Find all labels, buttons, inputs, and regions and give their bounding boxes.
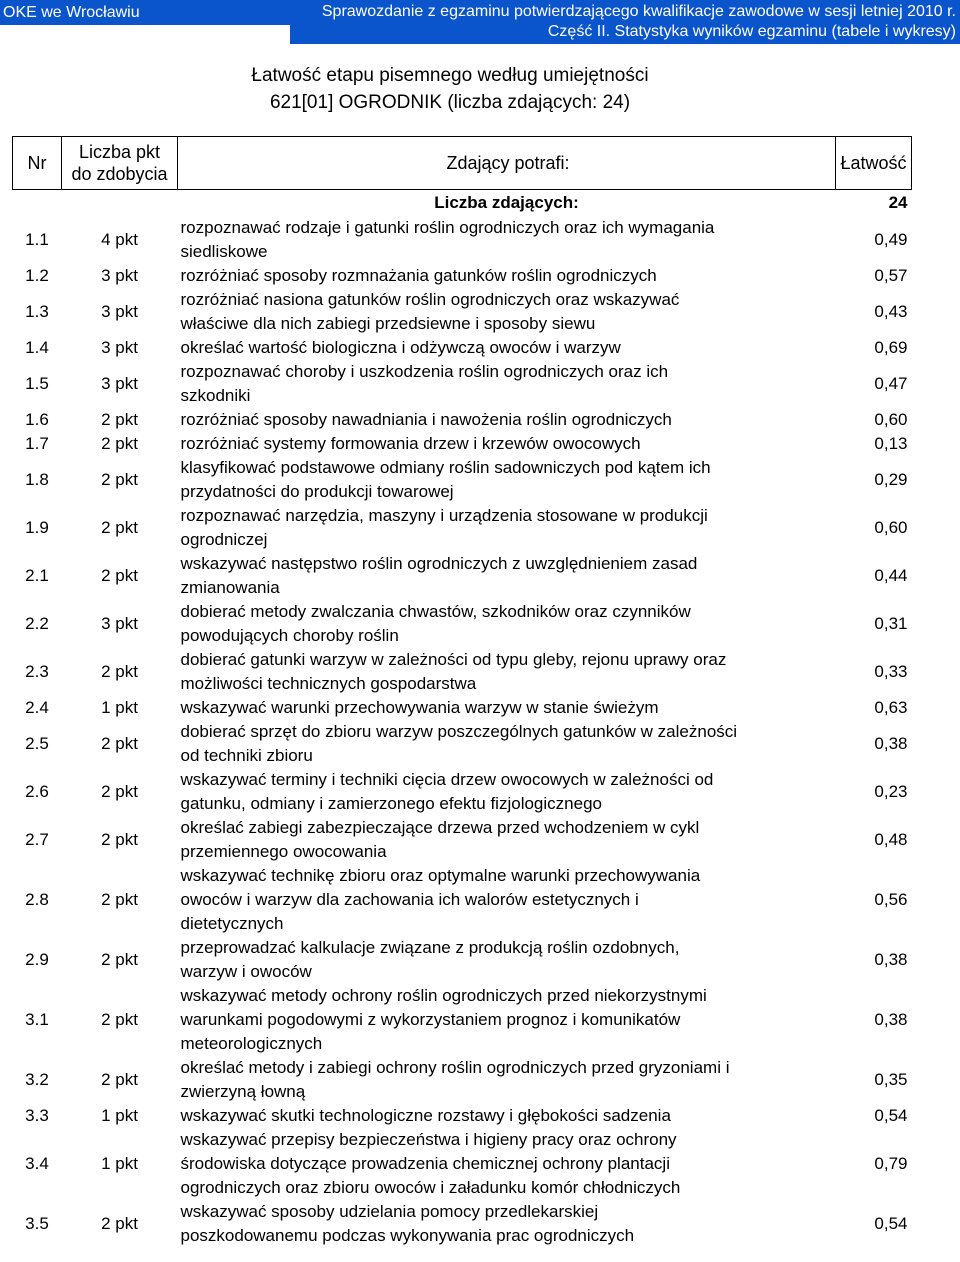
row-skill: [178, 648, 836, 696]
row-skill-line: określać metody i zabiegi ochrony roślin ogrodniczych przed gryzoniami i: [180, 1058, 730, 1077]
row-points: 3 pkt: [101, 302, 138, 321]
row-points: 2 pkt: [101, 1070, 138, 1089]
row-skill-line: przeprowadzać kalkulacje związane z produkcją roślin ozdobnych,: [180, 938, 680, 957]
row-number: 2.5: [25, 734, 49, 753]
row-skill: [178, 504, 836, 552]
row-points: 2 pkt: [101, 830, 138, 849]
row-skill-line: wskazywać skutki technologiczne rozstawy i głębokości sadzenia: [180, 1106, 671, 1125]
row-skill-line: poszkodowanemu podczas wykonywania prac ogrodniczych: [180, 1226, 635, 1245]
table-row: [13, 768, 912, 816]
candidate-count-label: Liczba zdających:: [434, 193, 579, 212]
candidate-count-row: [13, 190, 912, 217]
row-points: 1 pkt: [101, 698, 138, 717]
row-points: 1 pkt: [101, 1106, 138, 1125]
header-report-line2: Część II. Statystyka wyników egzaminu (tabele i wykresy): [547, 23, 956, 40]
row-skill: [178, 456, 836, 504]
table-row: [13, 264, 912, 288]
skills-table: [12, 136, 912, 1248]
row-number: 2.4: [25, 698, 49, 717]
table-row: [13, 648, 912, 696]
table-row: [13, 864, 912, 936]
row-skill-line: gatunku, odmiany i zamierzonego efektu fizjologicznego: [180, 794, 602, 813]
row-skill-line: wskazywać przepisy bezpieczeństwa i higieny pracy oraz ochrony: [180, 1130, 677, 1149]
table-row: [13, 216, 912, 264]
header-report-line1: Sprawozdanie z egzaminu potwierdzającego kwalifikacje zawodowe w sesji letniej 2010 r.: [321, 3, 956, 20]
table-row: [13, 720, 912, 768]
row-number: 2.2: [25, 614, 49, 633]
row-skill-line: od techniki zbioru: [180, 746, 313, 765]
column-header-points-line1: Liczba pkt: [78, 142, 161, 162]
row-skill-line: powodujących choroby roślin: [180, 626, 399, 645]
row-skill-line: rozpoznawać rodzaje i gatunki roślin ogrodniczych oraz ich wymagania: [180, 218, 715, 237]
row-skill-line: możliwości technicznych gospodarstwa: [180, 674, 477, 693]
row-number: 3.5: [25, 1214, 49, 1233]
row-skill-line: dietetycznych: [180, 914, 284, 933]
row-skill: [178, 1200, 836, 1248]
column-header-ease: Łatwość: [836, 137, 912, 190]
row-skill: [178, 1056, 836, 1104]
row-ease-value: 0,33: [874, 662, 908, 681]
row-skill: [178, 216, 836, 264]
row-skill-line: warzyw i owoców: [180, 962, 312, 981]
column-header-nr: Nr: [13, 137, 62, 190]
row-skill: [178, 984, 836, 1056]
row-ease-value: 0,31: [874, 614, 908, 633]
row-number: 1.1: [25, 230, 49, 249]
row-skill-line: wskazywać następstwo roślin ogrodniczych z uwzględnieniem zasad: [180, 554, 698, 573]
table-row: [13, 504, 912, 552]
table-row: [13, 1128, 912, 1200]
row-number: 3.2: [25, 1070, 49, 1089]
row-number: 2.1: [25, 566, 49, 585]
row-skill-line: dobierać sprzęt do zbioru warzyw poszczególnych gatunków w zależności: [180, 722, 738, 741]
column-header-points: [62, 137, 178, 190]
row-skill: [178, 816, 836, 864]
row-skill-line: zmianowania: [180, 578, 280, 597]
row-points: 2 pkt: [101, 950, 138, 969]
table-row: [13, 816, 912, 864]
row-skill: [178, 288, 836, 336]
table-row: [13, 288, 912, 336]
row-ease-value: 0,44: [874, 566, 908, 585]
table-body: [13, 190, 912, 1249]
row-number: 1.4: [25, 338, 49, 357]
table-row: [13, 984, 912, 1056]
row-number: 1.9: [25, 518, 49, 537]
row-skill-line: ogrodniczych oraz zbioru owoców i załadunku komór chłodniczych: [180, 1178, 681, 1197]
row-skill-line: przemiennego owocowania: [180, 842, 387, 861]
table-row: [13, 600, 912, 648]
row-number: 3.3: [25, 1106, 49, 1125]
row-number: 1.7: [25, 434, 49, 453]
row-ease-value: 0,60: [874, 518, 908, 537]
row-points: 2 pkt: [101, 1214, 138, 1233]
row-skill-line: wskazywać warunki przechowywania warzyw w stanie świeżym: [180, 698, 659, 717]
table-row: [13, 936, 912, 984]
table-row: [13, 1200, 912, 1248]
table-row: [13, 408, 912, 432]
row-skill: [178, 864, 836, 936]
row-skill-line: dobierać gatunki warzyw w zależności od typu gleby, rejonu uprawy oraz: [180, 650, 727, 669]
row-points: 2 pkt: [101, 782, 138, 801]
row-skill: [178, 336, 836, 360]
row-points: 2 pkt: [101, 890, 138, 909]
row-points: 1 pkt: [101, 1154, 138, 1173]
row-number: 2.3: [25, 662, 49, 681]
row-skill: [178, 552, 836, 600]
row-skill-line: warunkami pogodowymi z wykorzystaniem prognoz i komunikatów: [180, 1010, 681, 1029]
row-skill: [178, 720, 836, 768]
row-skill-line: rozróżniać sposoby rozmnażania gatunków roślin ogrodniczych: [180, 266, 657, 285]
row-points: 3 pkt: [101, 266, 138, 285]
row-ease-value: 0,56: [874, 890, 908, 909]
row-skill-line: meteorologicznych: [180, 1034, 323, 1053]
row-skill-line: określać wartość biologiczna i odżywczą owoców i warzyw: [180, 338, 621, 357]
row-skill-line: rozróżniać systemy formowania drzew i krzewów owocowych: [180, 434, 641, 453]
row-skill-line: określać zabiegi zabezpieczające drzewa przed wchodzeniem w cykl: [180, 818, 700, 837]
row-number: 1.3: [25, 302, 49, 321]
column-header-skill: Zdający potrafi:: [178, 137, 836, 190]
row-skill-line: wskazywać terminy i techniki cięcia drzew owocowych w zależności od: [180, 770, 714, 789]
row-points: 4 pkt: [101, 230, 138, 249]
row-number: 3.4: [25, 1154, 49, 1173]
row-skill-line: dobierać metody zwalczania chwastów, szkodników oraz czynników: [180, 602, 691, 621]
row-points: 2 pkt: [101, 518, 138, 537]
row-ease-value: 0,57: [874, 266, 908, 285]
row-ease-value: 0,69: [874, 338, 908, 357]
row-ease-value: 0,35: [874, 1070, 908, 1089]
row-ease-value: 0,38: [874, 950, 908, 969]
row-skill: [178, 600, 836, 648]
row-ease-value: 0,13: [874, 434, 908, 453]
row-points: 3 pkt: [101, 614, 138, 633]
header-report-title: [290, 0, 960, 44]
row-points: 2 pkt: [101, 434, 138, 453]
header-institution: OKE we Wrocławiu: [0, 0, 290, 25]
row-skill-line: wskazywać technikę zbioru oraz optymalne warunki przechowywania: [180, 866, 701, 885]
row-ease-value: 0,54: [874, 1106, 908, 1125]
row-points: 2 pkt: [101, 662, 138, 681]
row-skill-line: owoców i warzyw dla zachowania ich walorów estetycznych i: [180, 890, 639, 909]
row-ease-value: 0,79: [874, 1154, 908, 1173]
row-points: 2 pkt: [101, 470, 138, 489]
row-points: 2 pkt: [101, 1010, 138, 1029]
row-skill-line: rozróżniać nasiona gatunków roślin ogrodniczych oraz wskazywać: [180, 290, 680, 309]
row-number: 2.8: [25, 890, 49, 909]
row-skill-line: zwierzyną łowną: [180, 1082, 306, 1101]
row-points: 3 pkt: [101, 338, 138, 357]
row-skill: [178, 696, 836, 720]
row-ease-value: 0,60: [874, 410, 908, 429]
row-skill: [178, 936, 836, 984]
row-skill: [178, 768, 836, 816]
row-skill-line: wskazywać sposoby udzielania pomocy przedlekarskiej: [180, 1202, 599, 1221]
row-skill-line: rozpoznawać narzędzia, maszyny i urządzenia stosowane w produkcji: [180, 506, 708, 525]
row-number: 2.9: [25, 950, 49, 969]
row-skill: [178, 360, 836, 408]
row-ease-value: 0,23: [874, 782, 908, 801]
row-ease-value: 0,63: [874, 698, 908, 717]
row-skill-line: przydatności do produkcji towarowej: [180, 482, 454, 501]
row-ease-value: 0,38: [874, 1010, 908, 1029]
row-number: 2.6: [25, 782, 49, 801]
row-skill-line: rozpoznawać choroby i uszkodzenia roślin ogrodniczych oraz ich: [180, 362, 669, 381]
row-number: 1.2: [25, 266, 49, 285]
table-row: [13, 1056, 912, 1104]
row-skill: [178, 1128, 836, 1200]
row-ease-value: 0,29: [874, 470, 908, 489]
table-row: [13, 696, 912, 720]
row-ease-value: 0,38: [874, 734, 908, 753]
row-points: 2 pkt: [101, 566, 138, 585]
table-row: [13, 1104, 912, 1128]
candidate-count-value: 24: [888, 193, 908, 212]
row-skill: [178, 408, 836, 432]
row-skill-line: ogrodniczej: [180, 530, 268, 549]
row-skill-line: rozróżniać sposoby nawadniania i nawożenia roślin ogrodniczych: [180, 410, 672, 429]
row-skill-line: środowiska dotyczące prowadzenia chemicznej ochrony plantacji: [180, 1154, 670, 1173]
row-skill-line: szkodniki: [180, 386, 251, 405]
row-ease-value: 0,48: [874, 830, 908, 849]
table-row: [13, 552, 912, 600]
row-skill: [178, 432, 836, 456]
table-header-row: [13, 137, 912, 190]
row-number: 1.6: [25, 410, 49, 429]
column-header-points-line2: do zdobycia: [71, 164, 168, 184]
table-row: [13, 432, 912, 456]
row-points: 2 pkt: [101, 410, 138, 429]
row-ease-value: 0,47: [874, 374, 908, 393]
row-skill-line: właściwe dla nich zabiegi przedsiewne i sposoby siewu: [180, 314, 596, 333]
row-ease-value: 0,43: [874, 302, 908, 321]
table-row: [13, 336, 912, 360]
row-ease-value: 0,49: [874, 230, 908, 249]
row-points: 3 pkt: [101, 374, 138, 393]
row-number: 3.1: [25, 1010, 49, 1029]
row-skill-line: klasyfikować podstawowe odmiany roślin sadowniczych pod kątem ich: [180, 458, 711, 477]
row-skill: [178, 1104, 836, 1128]
row-points: 2 pkt: [101, 734, 138, 753]
page-title: Łatwość etapu pisemnego według umiejętności: [251, 65, 649, 86]
row-number: 1.5: [25, 374, 49, 393]
table-row: [13, 360, 912, 408]
row-skill-line: siedliskowe: [180, 242, 268, 261]
page-subtitle: 621[01] OGRODNIK (liczba zdających: 24): [269, 92, 631, 113]
row-skill: [178, 264, 836, 288]
row-skill-line: wskazywać metody ochrony roślin ogrodniczych przed niekorzystnymi: [180, 986, 707, 1005]
table-row: [13, 456, 912, 504]
row-number: 1.8: [25, 470, 49, 489]
row-ease-value: 0,54: [874, 1214, 908, 1233]
row-number: 2.7: [25, 830, 49, 849]
